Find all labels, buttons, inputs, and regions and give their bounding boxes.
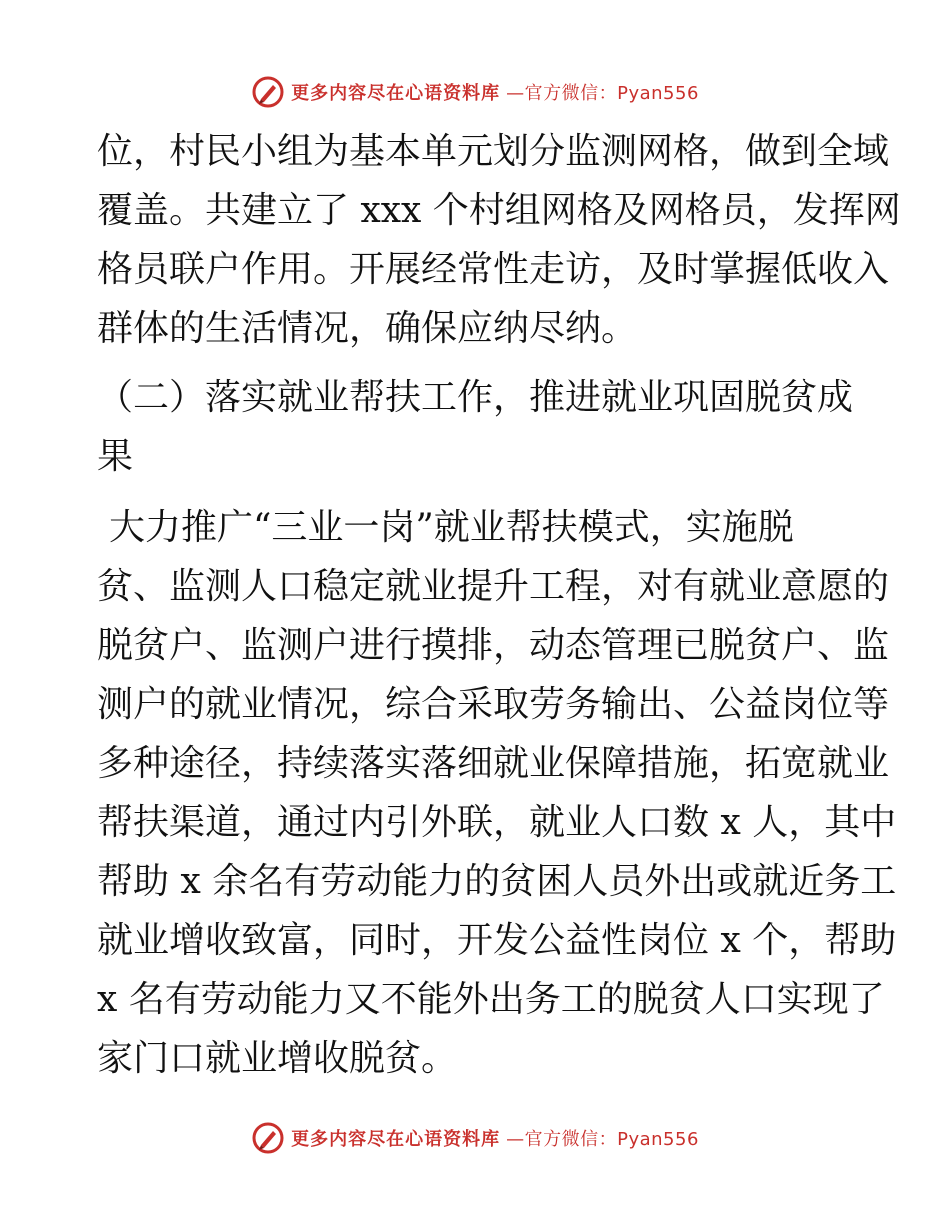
text-line: x 名有劳动能力又不能外出务工的脱贫人口实现了 [97,979,885,1020]
watermark-site-text: 更多内容尽在心语资料库 [291,1129,501,1150]
text-line: 脱贫户、监测户进行摸排，动态管理已脱贫户、监 [97,625,890,666]
text-line: 群体的生活情况，确保应纳尽纳。 [97,308,638,349]
text-line: 多种途径，持续落实落细就业保障措施，拓宽就业 [97,743,890,784]
text-line: 格员联户作用。开展经常性走访，及时掌握低收入 [97,249,890,290]
watermark-site-text: 更多内容尽在心语资料库 [291,83,501,104]
watermark-official-text: —官方微信：Pyan556 [506,1129,699,1150]
paragraph-network-grid [97,122,901,358]
pen-circle-logo-icon [251,75,285,109]
text-line: 覆盖。共建立了 xxx 个村组网格及网格员，发挥网 [97,190,901,231]
document-body [97,122,901,1088]
text-line: 贫、监测人口稳定就业提升工程，对有就业意愿的 [97,566,890,607]
heading-line: （二）落实就业帮扶工作，推进就业巩固脱贫成 [97,377,854,418]
text-line: 帮助 x 余名有劳动能力的贫困人员外出或就近务工 [97,861,897,902]
header-watermark [0,72,950,112]
pen-circle-logo-icon [251,1121,285,1155]
footer-watermark [0,1118,950,1158]
text-line: 位，村民小组为基本单元划分监测网格，做到全域 [97,131,890,172]
text-line: 就业增收致富，同时，开发公益性岗位 x 个，帮助 [97,920,897,961]
text-line: 大力推广“三业一岗”就业帮扶模式，实施脱 [109,507,794,548]
text-line: 测户的就业情况，综合采取劳务输出、公益岗位等 [97,684,890,725]
section-heading-employment [97,368,854,486]
text-line: 家门口就业增收脱贫。 [97,1038,458,1079]
watermark-official-text: —官方微信：Pyan556 [506,83,699,104]
text-line: 帮扶渠道，通过内引外联，就业人口数 x 人，其中 [97,802,897,843]
paragraph-employment-support [97,498,897,1088]
heading-line: 果 [97,436,134,477]
